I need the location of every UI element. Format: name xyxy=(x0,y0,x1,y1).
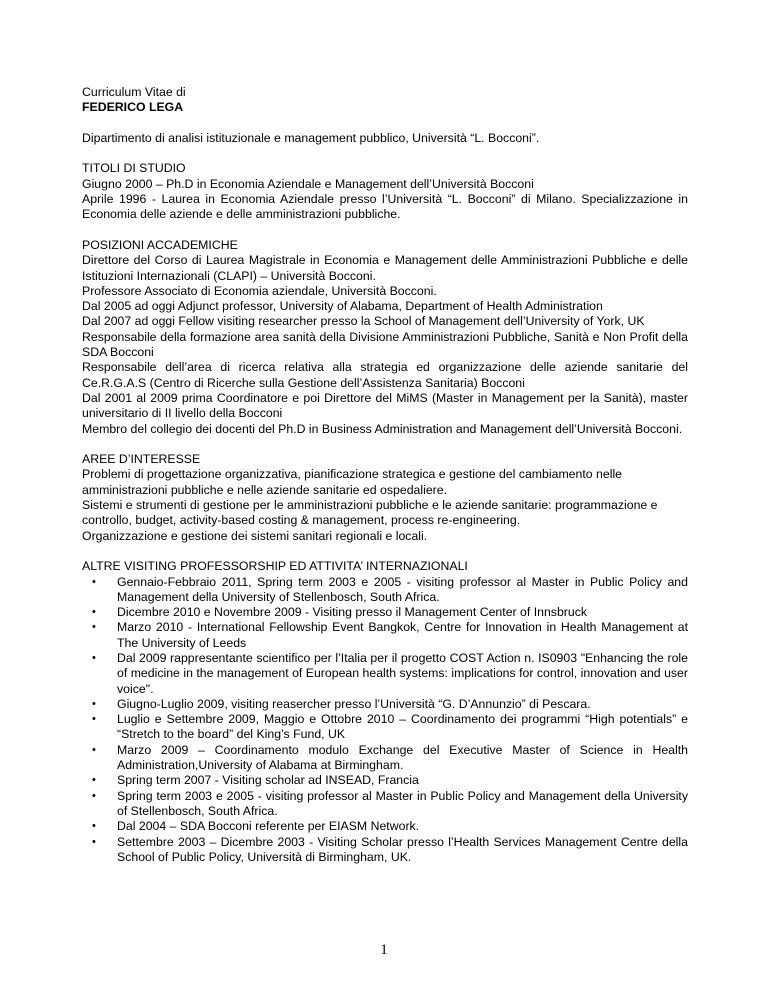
list-item xyxy=(82,819,688,834)
list-item-text: Dal 2009 rappresentante scientifico per l’Italia per il progetto COST Action n. IS0903 "Enhancing the role of medicine in the management of European health systems: implications for control, innovation and user voice". xyxy=(117,650,688,696)
bullet-icon: • xyxy=(92,774,96,787)
person-name: FEDERICO LEGA xyxy=(82,100,184,115)
section-heading: ALTRE VISITING PROFESSORSHIP ED ATTIVITA’ INTERNAZIONALI xyxy=(82,559,468,574)
list-item-text: Giugno-Luglio 2009, visiting reasercher presso l’Università “G. D’Annunzio” di Pescara. xyxy=(117,696,591,711)
spacer xyxy=(82,437,688,452)
spacer xyxy=(82,116,688,131)
positions-section xyxy=(82,238,688,437)
bullet-icon: • xyxy=(92,651,96,664)
list-item-text: Dicembre 2010 e Novembre 2009 - Visiting presso il Management Center of Innsbruck xyxy=(117,605,588,620)
list-item xyxy=(82,712,688,743)
position-item: Responsabile della formazione area sanità della Divisione Amministrazioni Pubbliche, Sanità e Non Profit della SDA Bocconi xyxy=(82,329,688,360)
list-item-text: Marzo 2009 – Coordinamento modulo Exchange del Executive Master of Science in Health Administration,University of Alabama at Birmingham. xyxy=(117,742,688,773)
position-item: Responsabile dell’area di ricerca relativa alla strategia ed organizzazione delle aziende sanitarie del Ce.R.G.A.S (Centro di Ricerche sulla Gestione dell’Assistenza Sanitaria) Bocconi xyxy=(82,360,688,390)
bullet-icon: • xyxy=(92,697,96,710)
section-heading: TITOLI DI STUDIO xyxy=(82,161,186,176)
page-number: 1 xyxy=(380,942,388,958)
list-item-text: Spring term 2003 e 2005 - visiting professor al Master in Public Policy and Management della University of Stellenbosch, South Africa. xyxy=(117,788,688,818)
spacer xyxy=(82,544,688,559)
interests-section xyxy=(82,452,688,544)
department-line: Dipartimento di analisi istituzionale e management pubblico, Università “L. Bocconi”. xyxy=(82,130,540,145)
list-item xyxy=(82,743,688,774)
spacer xyxy=(82,146,688,161)
bullet-icon: • xyxy=(92,743,96,756)
list-item xyxy=(82,651,688,697)
list-item-text: Settembre 2003 – Dicembre 2003 - Visiting Scholar presso l’Health Services Management Centre della School of Public Policy, Università di Birmingham, UK. xyxy=(117,834,688,864)
section-heading: POSIZIONI ACCADEMICHE xyxy=(82,237,238,252)
position-item: Membro del collegio dei docenti del Ph.D in Business Administration and Management dell’Università Bocconi. xyxy=(82,421,683,436)
list-item xyxy=(82,789,688,820)
bullet-icon: • xyxy=(92,606,96,619)
visiting-list xyxy=(82,575,688,866)
list-item-text: Luglio e Settembre 2009, Maggio e Ottobre 2010 – Coordinamento dei programmi “High potentials” e “Stretch to the board” del King’s Fund, UK xyxy=(117,712,688,742)
list-item xyxy=(82,605,688,620)
position-item: Dal 2005 ad oggi Adjunct professor, University of Alabama, Department of Health Administration xyxy=(82,299,603,314)
interest-item: Organizzazione e gestione dei sistemi sanitari regionali e locali. xyxy=(82,528,428,543)
list-item-text: Dal 2004 – SDA Bocconi referente per EIASM Network. xyxy=(117,819,420,834)
list-item xyxy=(82,620,688,651)
cv-label: Curriculum Vitae di xyxy=(82,85,186,99)
list-item xyxy=(82,835,688,866)
bullet-icon: • xyxy=(92,713,96,726)
spacer xyxy=(82,223,688,238)
position-item: Dal 2007 ad oggi Fellow visiting researcher presso la School of Management dell’University of York, UK xyxy=(82,314,645,329)
list-item-text: Marzo 2010 - International Fellowship Event Bangkok, Centre for Innovation in Health Management at The University of Leeds xyxy=(117,620,688,650)
bullet-icon: • xyxy=(92,835,96,848)
list-item xyxy=(82,697,688,712)
position-item: Dal 2001 al 2009 prima Coordinatore e poi Direttore del MiMS (Master in Management per la Sanità), master universitario di II livello della Bocconi xyxy=(82,390,688,421)
interest-item: Sistemi e strumenti di gestione per le amministrazioni pubbliche e le aziende sanitarie: programmazione e controllo, budget, activity-based costing & management, process re-engineering. xyxy=(82,498,658,528)
visiting-section xyxy=(82,559,688,865)
section-heading: AREE D’INTERESSE xyxy=(82,452,201,467)
list-item xyxy=(82,575,688,606)
cv-content xyxy=(82,85,688,865)
bullet-icon: • xyxy=(92,621,96,634)
interest-item: Problemi di progettazione organizzativa, pianificazione strategica e gestione del cambiamento nelle amministrazioni pubbliche e nelle aziende sanitarie ed ospedaliere. xyxy=(82,467,623,497)
position-item: Professore Associato di Economia aziendale, Università Bocconi. xyxy=(82,283,437,298)
education-item: Aprile 1996 - Laurea in Economia Aziendale presso l’Università “L. Bocconi” di Milano. Specializzazione in Economia delle aziende e delle amministrazioni pubbliche. xyxy=(82,192,688,222)
list-item-text: Spring term 2007 - Visiting scholar ad INSEAD, Francia xyxy=(117,773,419,788)
position-item: Direttore del Corso di Laurea Magistrale in Economia e Management delle Amministrazioni Pubbliche e delle Istituzioni Internazionali (CLAPI) – Università Bocconi. xyxy=(82,253,688,283)
list-item-text: Gennaio-Febbraio 2011, Spring term 2003 e 2005 - visiting professor al Master in Public Policy and Management della University of Stellenbosch, South Africa. xyxy=(117,574,688,604)
bullet-icon: • xyxy=(92,575,96,588)
bullet-icon: • xyxy=(92,789,96,802)
bullet-icon: • xyxy=(92,820,96,833)
list-item xyxy=(82,773,688,788)
education-item: Giugno 2000 – Ph.D in Economia Aziendale e Management dell’Università Bocconi xyxy=(82,176,534,191)
education-section xyxy=(82,161,688,222)
